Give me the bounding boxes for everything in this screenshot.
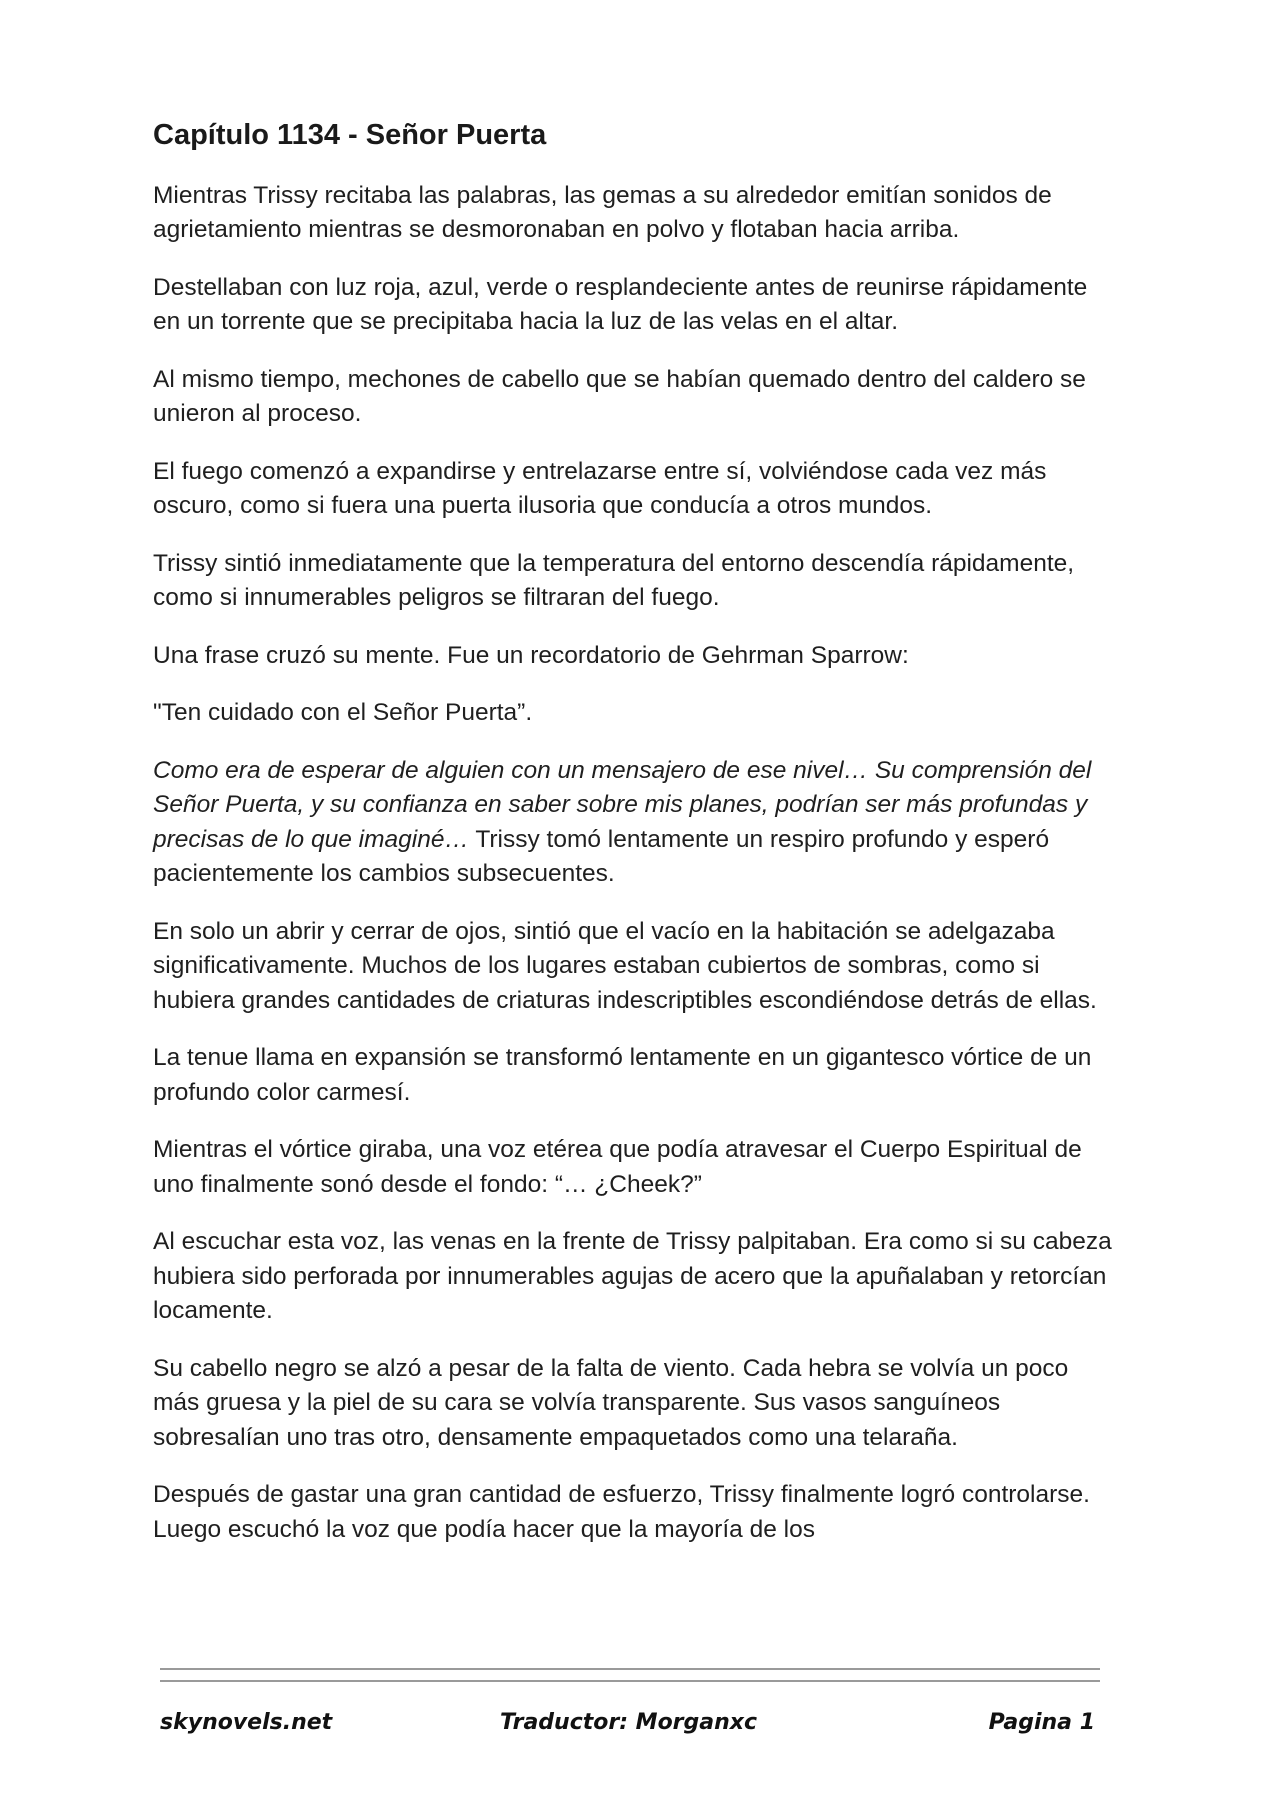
- paragraph: Trissy sintió inmediatamente que la temperatura del entorno descendía rápidamente, como si innumerables peligros se filtraran del fuego.: [153, 549, 1075, 612]
- chapter-title: Capítulo 1134 - Señor Puerta: [153, 119, 547, 151]
- paragraph: En solo un abrir y cerrar de ojos, sintió que el vacío en la habitación se adelgazaba significativamente. Muchos de los lugares estaban cubiertos de sombras, como si hubiera grandes cantidades de criaturas indescriptibles escondiéndose detrás de ellas.: [153, 917, 1097, 1014]
- footer-translator: Traductor: Morganxc: [500, 1710, 758, 1735]
- footer-site: skynovels.net: [160, 1710, 333, 1735]
- footer-divider-bottom: [160, 1680, 1100, 1682]
- paragraph: Mientras Trissy recitaba las palabras, las gemas a su alrededor emitían sonidos de agrietamiento mientras se desmoronaban en polvo y flotaban hacia arriba.: [153, 181, 1052, 244]
- paragraph-text: Trissy tomó lentamente un respiro profundo y esperó pacientemente los cambios subsecuentes.: [153, 825, 1050, 888]
- document-body: [153, 118, 1113, 1570]
- inner-thought-text: Como era de esperar de alguien con un mensajero de ese nivel… Su comprensión del Señor Puerta, y su confianza en saber sobre mis planes, podrían ser más profundas y precisas de lo que imaginé…: [153, 756, 1092, 853]
- paragraph: El fuego comenzó a expandirse y entrelazarse entre sí, volviéndose cada vez más oscuro, como si fuera una puerta ilusoria que conducía a otros mundos.: [153, 457, 1047, 520]
- paragraph: Al escuchar esta voz, las venas en la frente de Trissy palpitaban. Era como si su cabeza hubiera sido perforada por innumerables agujas de acero que la apuñalaban y retorcían locamente.: [153, 1228, 1112, 1325]
- footer-page-number: Pagina 1: [988, 1710, 1095, 1735]
- paragraph: La tenue llama en expansión se transformó lentamente en un gigantesco vórtice de un profundo color carmesí.: [153, 1044, 1092, 1106]
- paragraph: "Ten cuidado con el Señor Puerta”.: [153, 699, 533, 727]
- paragraph: Al mismo tiempo, mechones de cabello que se habían quemado dentro del caldero se unieron al proceso.: [153, 365, 1086, 428]
- paragraph: Después de gastar una gran cantidad de esfuerzo, Trissy finalmente logró controlarse. Luego escuchó la voz que podía hacer que la mayoría de los: [153, 1481, 1090, 1543]
- page-footer: [160, 1710, 1095, 1744]
- paragraph-with-thought: [153, 754, 1113, 892]
- paragraph: Mientras el vórtice giraba, una voz etérea que podía atravesar el Cuerpo Espiritual de uno finalmente sonó desde el fondo: “… ¿Cheek?”: [153, 1136, 1082, 1198]
- paragraph: Destellaban con luz roja, azul, verde o resplandeciente antes de reunirse rápidamente en un torrente que se precipitaba hacia la luz de las velas en el altar.: [153, 273, 1088, 336]
- paragraph: Una frase cruzó su mente. Fue un recordatorio de Gehrman Sparrow:: [153, 641, 909, 669]
- footer-divider-top: [160, 1668, 1100, 1670]
- paragraph: Su cabello negro se alzó a pesar de la falta de viento. Cada hebra se volvía un poco más gruesa y la piel de su cara se volvía transparente. Sus vasos sanguíneos sobresalían uno tras otro, densamente empaquetados como una telaraña.: [153, 1354, 1069, 1451]
